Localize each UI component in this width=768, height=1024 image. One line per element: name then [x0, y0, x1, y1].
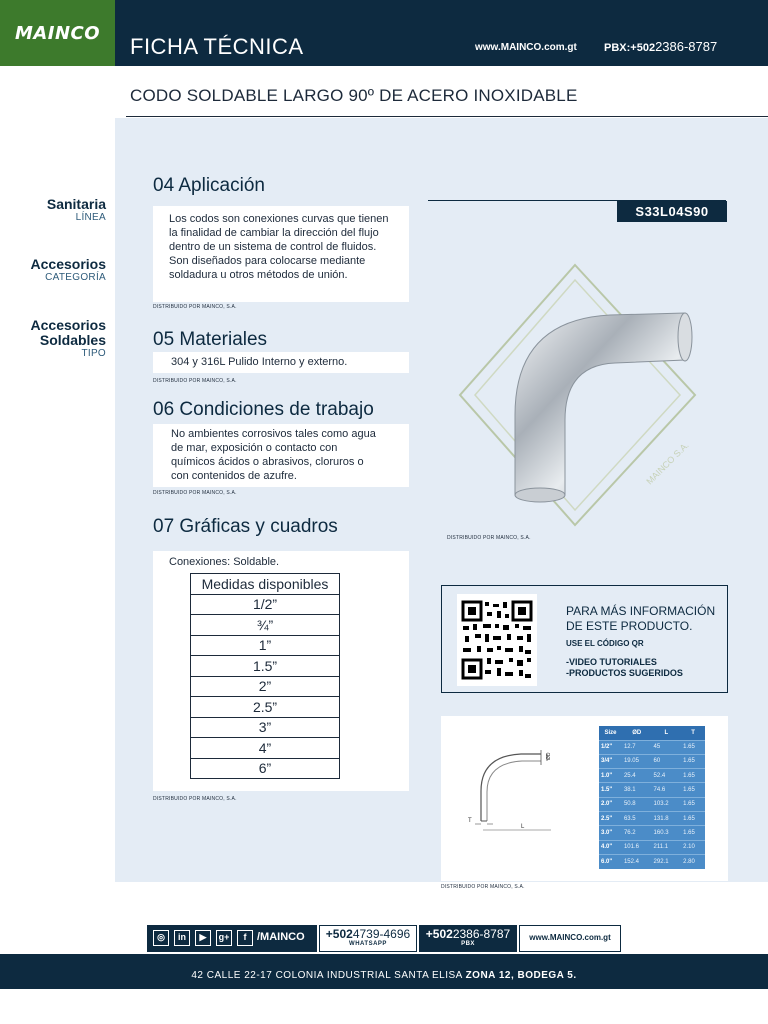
whatsapp-contact[interactable]	[319, 925, 417, 952]
header-bar	[0, 0, 768, 66]
dim-row	[599, 826, 705, 840]
meta-label: TIPO	[81, 348, 106, 359]
size-cell: 1/2”	[191, 594, 340, 615]
pbx-contact[interactable]	[419, 925, 517, 952]
dim-cell: 1/2"	[599, 740, 622, 754]
materiales-text: 304 y 316L Pulido Interno y externo.	[171, 356, 348, 368]
dim-row	[599, 854, 705, 868]
logo-text: MAINCO	[14, 22, 101, 44]
meta-categoria	[31, 257, 106, 283]
qr-instruction: USE EL CÓDIGO QR	[566, 639, 644, 648]
dim-cell: 45	[652, 740, 682, 754]
footer-website[interactable]: www.MAINCO.com.gt	[519, 925, 621, 952]
mainco-logo[interactable]	[0, 0, 115, 66]
dim-header: Size	[599, 726, 622, 740]
dim-cell: 3/4"	[599, 754, 622, 768]
header-phone[interactable]	[604, 39, 717, 54]
dim-cell: 1.65	[681, 769, 705, 783]
dim-cell: 50.8	[622, 797, 652, 811]
meta-value: Accesorios	[30, 256, 106, 272]
dim-row	[599, 783, 705, 797]
elbow-drawing	[461, 746, 601, 846]
section-title-graficas: 07 Gráficas y cuadros	[153, 516, 338, 537]
dim-cell: 1.5"	[599, 783, 622, 797]
meta-value: Accesorios Soldables	[30, 317, 106, 348]
dim-cell: 2.0"	[599, 797, 622, 811]
condiciones-box	[153, 424, 409, 487]
dim-cell: 63.5	[622, 811, 652, 825]
distributor-note: DISTRIBUIDO POR MAINCO, S.A.	[153, 304, 237, 310]
distributor-note: DISTRIBUIDO POR MAINCO, S.A.	[447, 535, 531, 541]
dim-row	[599, 840, 705, 854]
dim-cell: 1.65	[681, 754, 705, 768]
condiciones-text: No ambientes corrosivos tales como agua de mar, exposición o contacto con químicos ácidos o abrasivos, cloruros o con contenidos de azufre.	[171, 428, 376, 482]
sizes-table-header: Medidas disponibles	[191, 574, 340, 595]
section-title-aplicacion: 04 Aplicación	[153, 175, 265, 196]
address-street: 42 CALLE 22-17 COLONIA INDUSTRIAL SANTA ELISA	[191, 970, 463, 981]
size-cell: 1.5”	[191, 656, 340, 677]
distributor-note: DISTRIBUIDO POR MAINCO, S.A.	[153, 796, 237, 802]
social-links	[147, 925, 317, 952]
dim-row	[599, 769, 705, 783]
qr-heading-line: PARA MÁS INFORMACIÓN	[566, 604, 716, 618]
dim-cell: 103.2	[652, 797, 682, 811]
dim-cell: 19.05	[622, 754, 652, 768]
dim-header: T	[681, 726, 705, 740]
elbow-end-bottom	[515, 488, 565, 502]
qr-heading	[566, 604, 715, 634]
qr-benefit-item: -VIDEO TUTORIALES	[566, 657, 657, 667]
sizes-table	[190, 573, 340, 779]
qr-code-icon[interactable]	[457, 594, 537, 686]
dim-cell: 74.6	[652, 783, 682, 797]
instagram-icon[interactable]: ◎	[153, 930, 169, 946]
dim-cell: 292.1	[652, 854, 682, 868]
dim-cell: 76.2	[622, 826, 652, 840]
meta-linea	[47, 197, 106, 223]
drawing-label-d: ØD	[546, 752, 552, 760]
pbx-footer-number: 2386-8787	[452, 927, 511, 941]
aplicacion-text: Los codos son conexiones curvas que tienen la finalidad de cambiar la dirección del flujo dentro de un sistema de control de fluidos. Son diseñados para colocarse mediante soldadura u otros métodos de unión.	[169, 213, 389, 281]
qr-heading-line: DE ESTE PRODUCTO.	[566, 619, 693, 633]
dim-header: ØD	[622, 726, 652, 740]
dimension-table	[599, 726, 705, 869]
dim-row	[599, 740, 705, 754]
header-website[interactable]: www.MAINCO.com.gt	[475, 42, 577, 53]
section-title-condiciones: 06 Condiciones de trabajo	[153, 399, 374, 420]
contact-bar	[147, 925, 621, 952]
watermark-diamond	[460, 265, 695, 525]
youtube-icon[interactable]: ▶	[195, 930, 211, 946]
size-cell: ¾”	[191, 615, 340, 636]
size-cell: 3”	[191, 717, 340, 738]
dim-cell: 2.10	[681, 840, 705, 854]
dim-cell: 211.1	[652, 840, 682, 854]
size-cell: 2”	[191, 676, 340, 697]
dim-cell: 60	[652, 754, 682, 768]
dim-cell: 1.65	[681, 740, 705, 754]
dim-cell: 1.65	[681, 826, 705, 840]
product-image	[440, 255, 720, 535]
pbx-number: 2386-8787	[655, 39, 718, 54]
meta-label: CATEGORÍA	[45, 272, 106, 283]
qr-code-frame[interactable]	[457, 594, 537, 686]
size-cell: 4”	[191, 738, 340, 759]
section-title-materiales: 05 Materiales	[153, 329, 268, 350]
page-title: FICHA TÉCNICA	[130, 34, 304, 59]
dim-cell: 12.7	[622, 740, 652, 754]
distributor-note: DISTRIBUIDO POR MAINCO, S.A.	[153, 378, 237, 384]
qr-info-box	[441, 585, 728, 693]
dim-header: L	[652, 726, 682, 740]
dim-row	[599, 797, 705, 811]
dim-cell: 160.3	[652, 826, 682, 840]
footer-address	[0, 970, 768, 981]
qr-benefits	[566, 657, 683, 679]
pbx-footer-label: PBX	[461, 941, 475, 947]
whatsapp-label: WHATSAPP	[349, 941, 387, 947]
product-code-badge: S33L04S90	[617, 201, 727, 222]
dim-cell: 3.0"	[599, 826, 622, 840]
linkedin-icon[interactable]: in	[174, 930, 190, 946]
dim-cell: 101.6	[622, 840, 652, 854]
distributor-note: DISTRIBUIDO POR MAINCO, S.A.	[441, 884, 525, 890]
distributor-note: DISTRIBUIDO POR MAINCO, S.A.	[153, 490, 237, 496]
social-handle[interactable]: /MAINCO	[257, 931, 305, 943]
product-title: CODO SOLDABLE LARGO 90º DE ACERO INOXIDABLE	[130, 86, 578, 105]
dim-cell: 4.0"	[599, 840, 622, 854]
elbow-end-right	[678, 313, 692, 361]
dim-cell: 6.0"	[599, 854, 622, 868]
dim-row	[599, 754, 705, 768]
qr-benefit-item: -PRODUCTOS SUGERIDOS	[566, 668, 683, 678]
materiales-box	[153, 352, 409, 373]
dim-cell: 1.65	[681, 811, 705, 825]
pbx-label: PBX:+502	[604, 42, 656, 54]
dim-cell: 52.4	[652, 769, 682, 783]
pbx-prefix: +502	[425, 927, 453, 941]
dim-cell: 1.0"	[599, 769, 622, 783]
dim-cell: 2.5"	[599, 811, 622, 825]
aplicacion-box	[153, 206, 409, 302]
dim-cell: 25.4	[622, 769, 652, 783]
size-cell: 1”	[191, 635, 340, 656]
drawing-label-t: T	[468, 818, 472, 824]
watermark-text: MAINCO S.A.	[644, 440, 691, 487]
conexiones-text: Conexiones: Soldable.	[169, 556, 280, 568]
dim-cell: 1.65	[681, 783, 705, 797]
google-plus-icon[interactable]: g+	[216, 930, 232, 946]
dim-cell: 2.80	[681, 854, 705, 868]
size-cell: 6”	[191, 758, 340, 779]
drawing-label-l: L	[521, 824, 525, 830]
dim-cell: 1.65	[681, 797, 705, 811]
whatsapp-number: 4739-4696	[352, 927, 411, 941]
meta-tipo	[6, 318, 106, 359]
meta-label: LÍNEA	[75, 212, 106, 223]
dim-row	[599, 811, 705, 825]
whatsapp-prefix: +502	[325, 927, 353, 941]
address-zone: ZONA 12, BODEGA 5.	[465, 970, 577, 981]
meta-value: Sanitaria	[46, 196, 106, 212]
dim-cell: 131.8	[652, 811, 682, 825]
dim-cell: 38.1	[622, 783, 652, 797]
size-cell: 2.5”	[191, 697, 340, 718]
dim-cell: 152.4	[622, 854, 652, 868]
title-divider	[126, 116, 768, 117]
facebook-icon[interactable]: f	[237, 930, 253, 946]
